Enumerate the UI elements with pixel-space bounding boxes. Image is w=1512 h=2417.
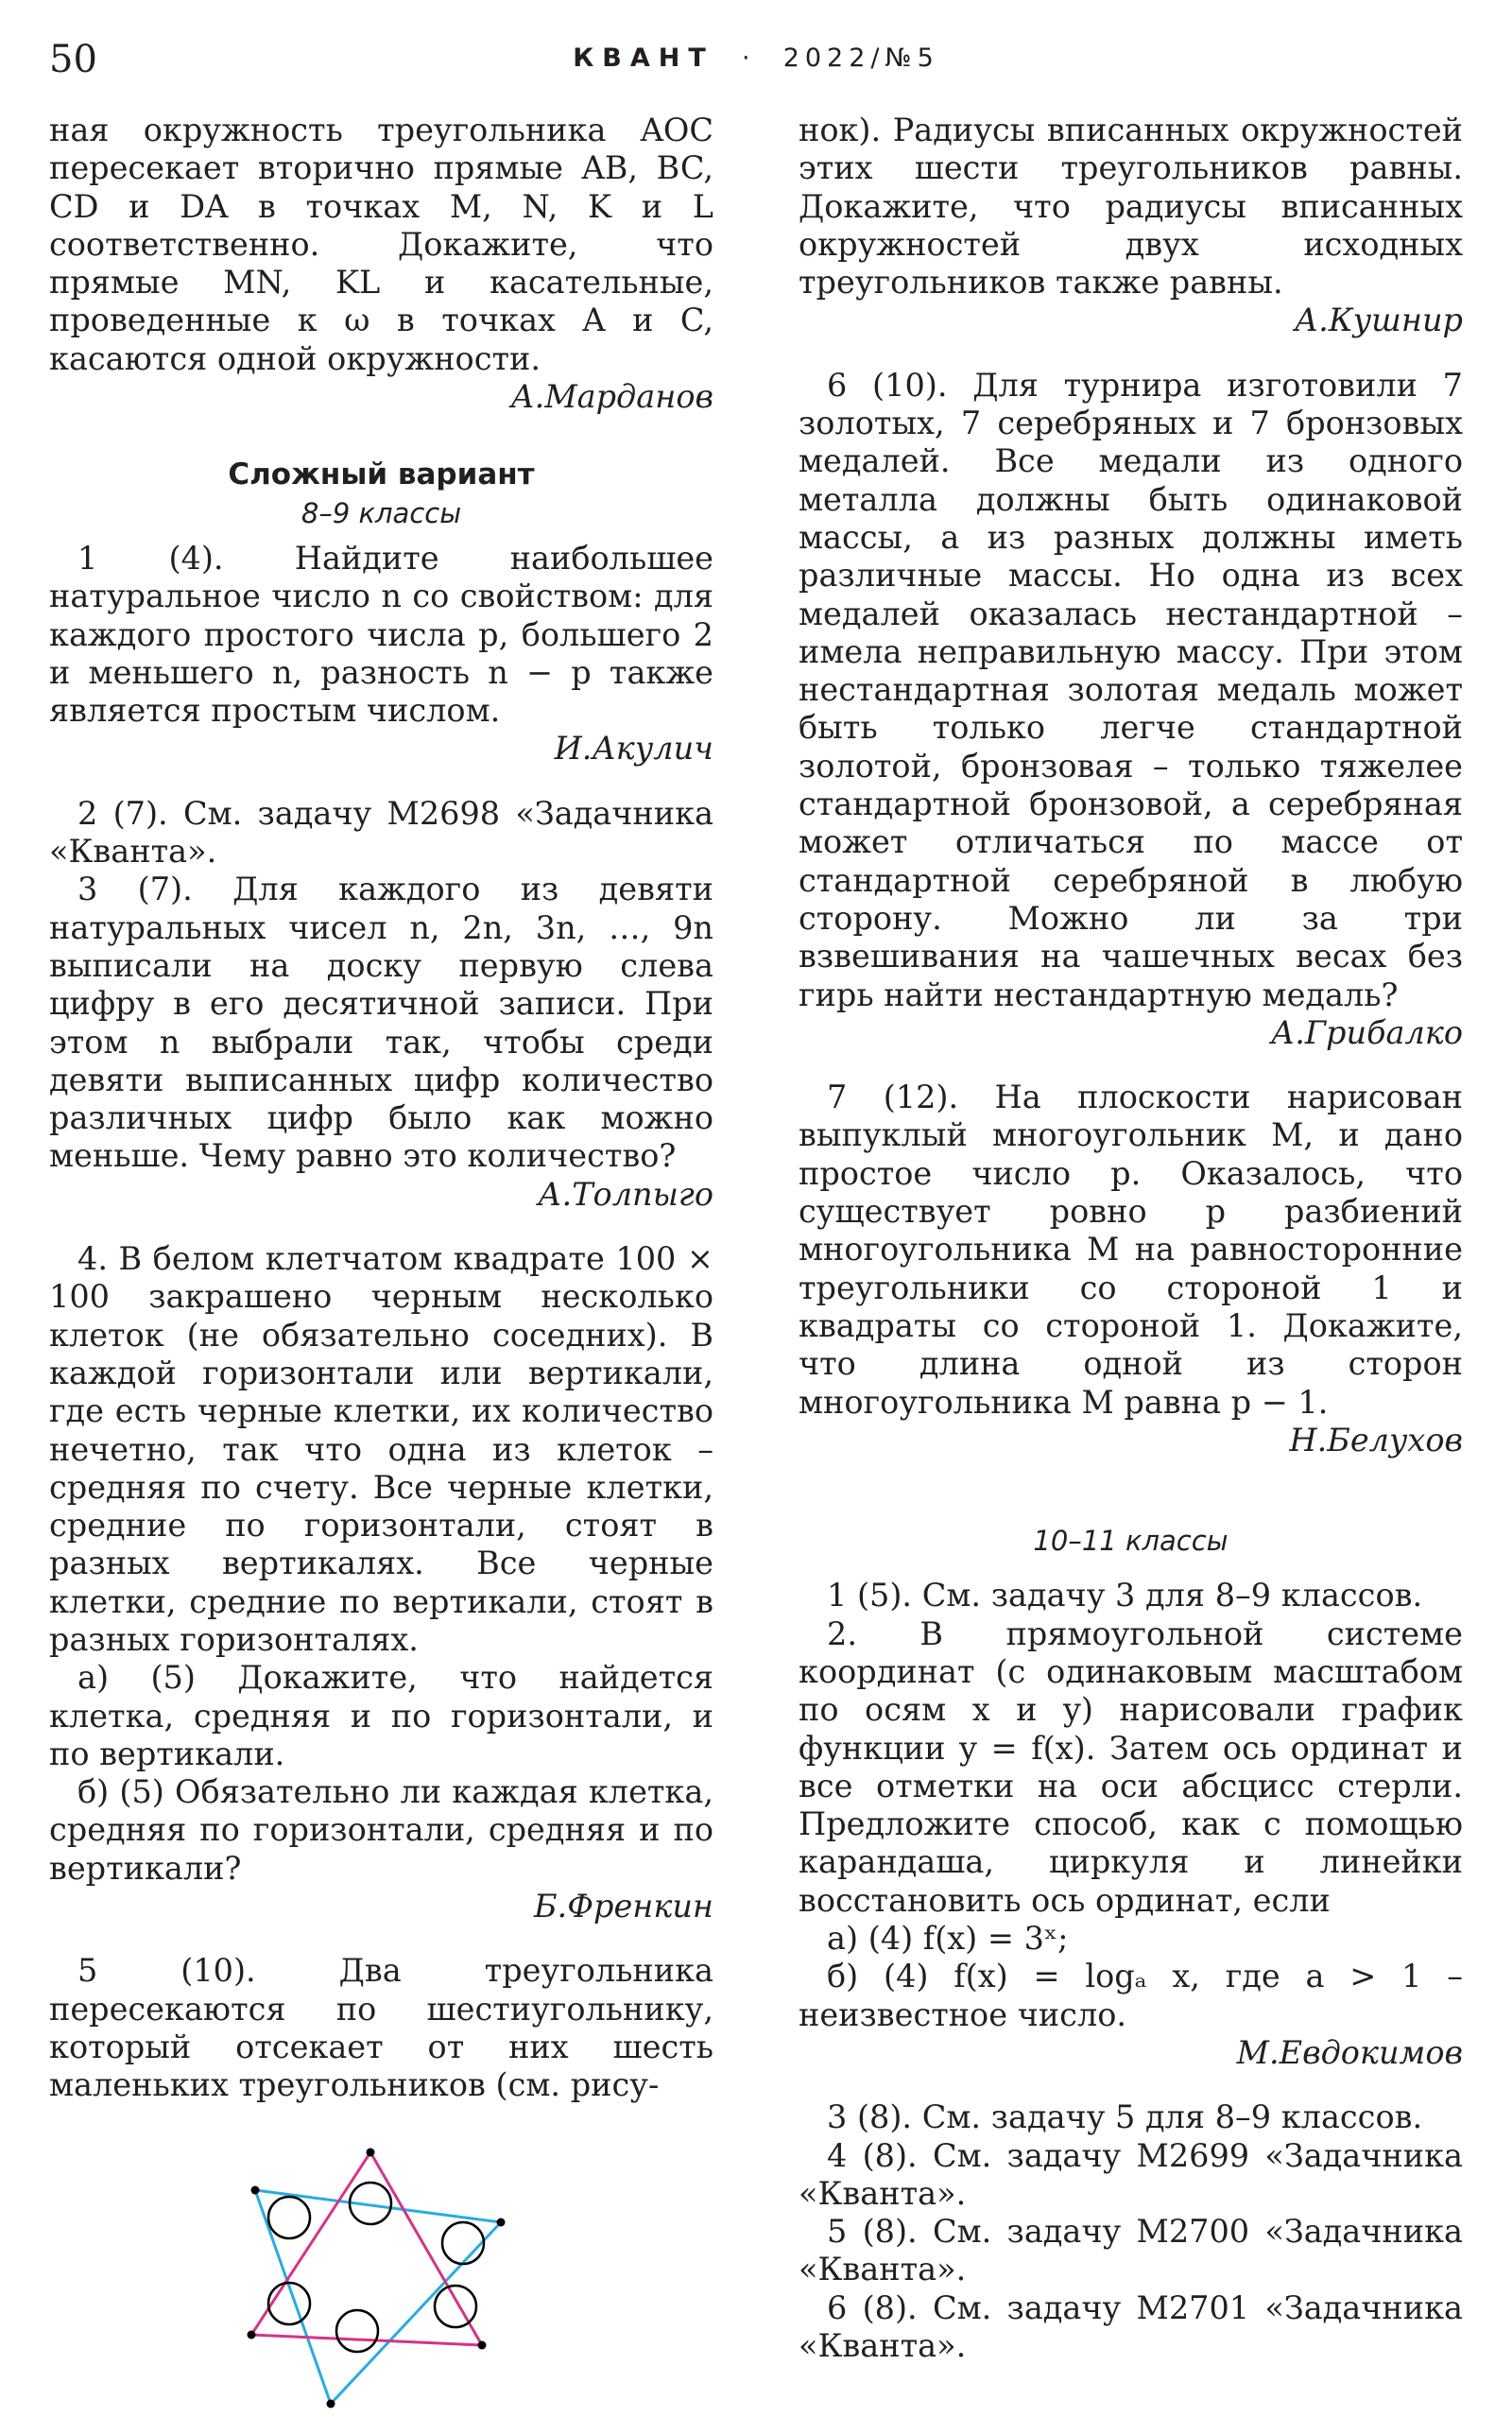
hexagram-figure: [240, 2143, 524, 2417]
problem-5: 5 (10). Два треугольника пересекаются по шестиугольнику, который отсекает от них шесть маленьких треугольников (см. рису-: [49, 1952, 713, 2104]
author: А.Грибалко: [1270, 1013, 1463, 1051]
grade-heading: 8–9 классы: [301, 496, 462, 529]
author: Н.Белухов: [1289, 1421, 1463, 1459]
vertex-dot: [326, 2399, 335, 2408]
running-head: [49, 43, 1463, 73]
incircle: [442, 2222, 484, 2264]
vertex-dot: [247, 2330, 255, 2339]
intro-text: ная окружность треугольника AOC пересекает вторично прямые AB, BC, CD и DA в точках M, N, K и L соответственно. Докажите, что прямые MN, KL и касательные, проведенные к ω в точках A и C, касаются одной окружности.: [49, 112, 713, 377]
header-separator: ·: [741, 43, 756, 73]
problem-3-senior: 3 (8). См. задачу 5 для 8–9 классов.: [827, 2098, 1423, 2136]
issue-number: 2022/№5: [782, 43, 939, 73]
vertex-dot: [496, 2218, 505, 2226]
problem-5-continued: нок). Радиусы вписанных окружностей этих шести треугольников равны. Докажите, что радиусы вписанных окружностей двух исходных треугольников также равны.: [799, 112, 1463, 302]
triangle-b: [251, 2152, 482, 2345]
problem-1: 1 (4). Найдите наибольшее натуральное число n со свойством: для каждого простого числа p, большего 2 и меньшего n, разность n − p также является простым числом.: [49, 539, 713, 730]
problem-2a-senior: а) (4) f(x) = 3ˣ;: [827, 1920, 1069, 1958]
problem-2b-senior: б) (4) f(x) = logₐ x, где a > 1 – неизвестное число.: [799, 1958, 1463, 2033]
problem-6: 6 (10). Для турнира изготовили 7 золотых, 7 серебряных и 7 бронзовых медалей. Все медали из одного металла должны быть одинаковой массы, а из разных должны иметь различные массы. Но одна из всех медалей оказалась нестандартной – имела неправильную массу. При этом нестандартная золотая медаль может быть только легче стандартной золотой, бронзовая – только тяжелее стандартной бронзовой, а серебряная может отличаться по массе от стандартной серебряной в любую сторону. Можно ли за три взвешивания на чашечных весах без гирь найти нестандартную медаль?: [799, 366, 1463, 1013]
problem-1-senior: 1 (5). См. задачу 3 для 8–9 классов.: [827, 1577, 1423, 1614]
journal-name: КВАНТ: [573, 43, 714, 73]
problem-7: 7 (12). На плоскости нарисован выпуклый многоугольник M, и дано простое число p. Оказалось, что существует ровно p разбиений многоугольника M на равносторонние треугольники со стороной 1 и квадраты со стороной 1. Докажите, что длина одной из сторон многоугольника M равна p − 1.: [799, 1079, 1463, 1421]
vertex-dot: [250, 2185, 259, 2194]
problem-4a: а) (5) Докажите, что найдется клетка, средняя и по горизонтали, и по вертикали.: [49, 1659, 713, 1772]
page-header: [49, 38, 1463, 85]
author: Б.Френкин: [533, 1888, 713, 1925]
grade-heading: 10–11 классы: [1033, 1525, 1228, 1558]
author: А.Марданов: [510, 378, 713, 416]
problem-5-senior: 5 (8). См. задачу М2700 «Задачника «Кванта».: [799, 2213, 1463, 2288]
vertex-dot: [366, 2148, 374, 2156]
problem-6-senior: 6 (8). См. задачу М2701 «Задачника «Кванта».: [799, 2288, 1463, 2365]
section-title: Сложный вариант: [228, 458, 535, 492]
page-number: 50: [49, 38, 97, 81]
right-column: [799, 112, 1463, 2365]
problem-3: 3 (7). Для каждого из девяти натуральных чисел n, 2n, 3n, …, 9n выписали на доску первую слева цифру в его десятичной записи. При этом n выбрали так, чтобы среди девяти выписанных цифр количество различных цифр было как можно меньше. Чему равно это количество?: [49, 871, 713, 1175]
problem-2: 2 (7). См. задачу М2698 «Задачника «Кванта».: [49, 794, 713, 871]
author: А.Кушнир: [1294, 302, 1463, 339]
problem-2-senior: 2. В прямоугольной системе координат (с одинаковым масштабом по осям x и y) нарисовали график функции y = f(x). Затем ось ординат и все отметки на оси абсцисс стерли. Предложите способ, как с помощью карандаша, циркуля и линейки восстановить ось ординат, если: [799, 1614, 1463, 1919]
problem-4b: б) (5) Обязательно ли каждая клетка, средняя по горизонтали, средняя и по вертикали?: [49, 1773, 713, 1887]
problem-4: 4. В белом клетчатом квадрате 100 × 100 закрашено черным несколько клеток (не обязательно соседних). В каждой горизонтали или вертикали, где есть черные клетки, их количество нечетно, так что одна из клеток – средняя по счету. Все черные клетки, средние по горизонтали, стоят в разных вертикалях. Все черные клетки, средние по вертикали, стоят в разных горизонталях.: [49, 1240, 713, 1658]
incircle: [435, 2286, 476, 2327]
problem-4-senior: 4 (8). См. задачу М2699 «Задачника «Кванта».: [799, 2136, 1463, 2212]
author: М.Евдокимов: [1236, 2033, 1463, 2071]
author: И.Акулич: [554, 730, 713, 768]
vertex-dot: [477, 2340, 486, 2349]
incircle: [268, 2197, 310, 2238]
author: А.Толпыго: [538, 1175, 713, 1213]
incircle: [336, 2310, 378, 2352]
left-column: [49, 112, 713, 2417]
